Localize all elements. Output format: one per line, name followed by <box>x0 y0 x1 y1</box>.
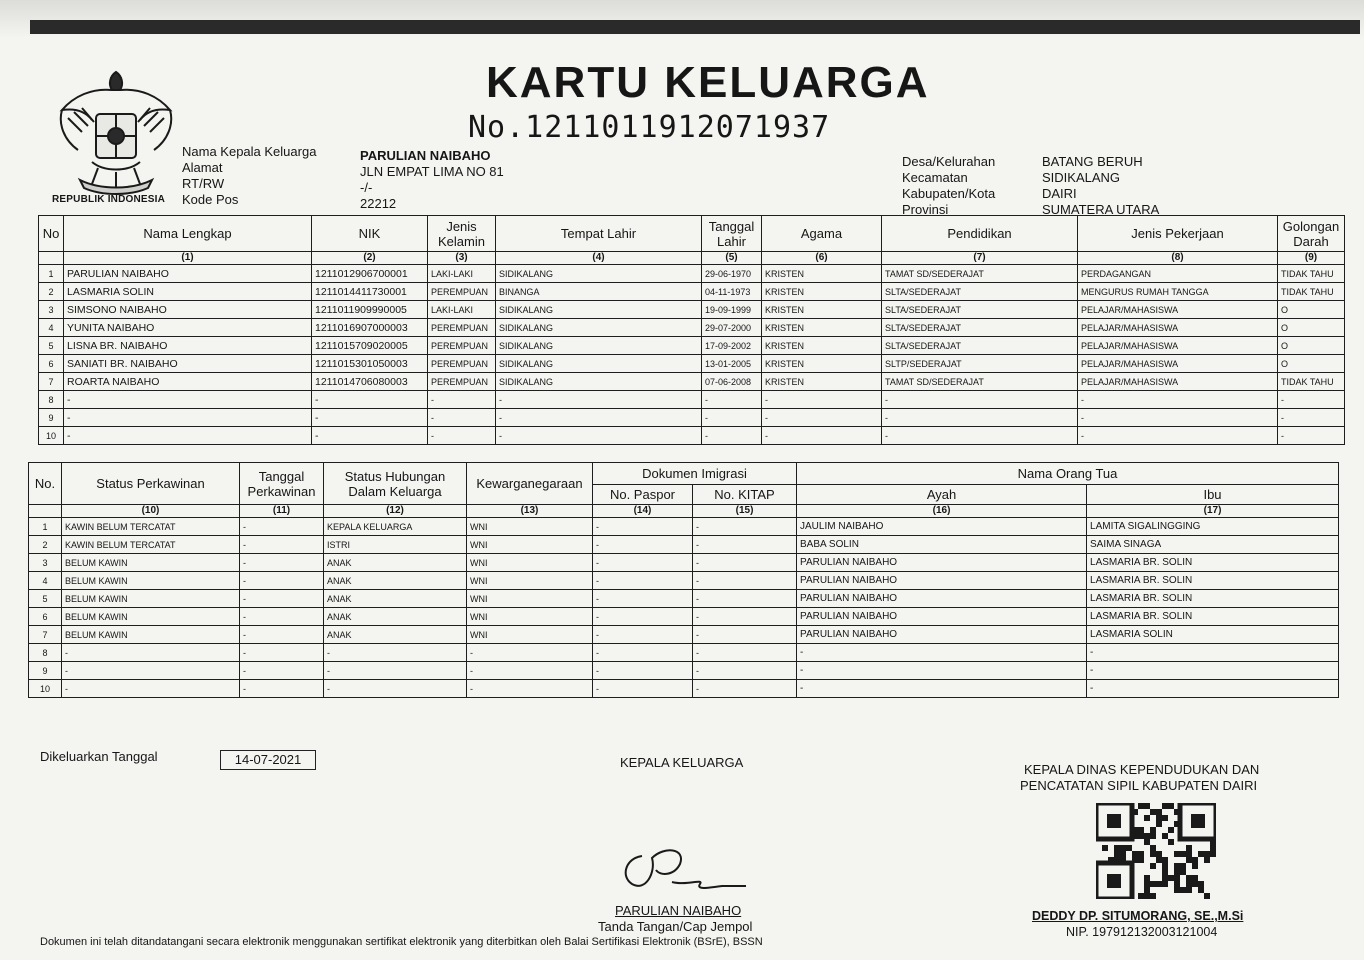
table-row <box>29 572 1339 590</box>
issued-date: 14-07-2021 <box>220 750 316 770</box>
table-cell: WNI <box>467 590 593 608</box>
table-row <box>29 590 1339 608</box>
table-cell: - <box>593 662 693 680</box>
table1-header-cell: Nama Lengkap <box>64 216 312 252</box>
table-cell: - <box>762 391 882 409</box>
table1-body <box>39 265 1345 445</box>
table-cell: PELAJAR/MAHASISWA <box>1078 373 1278 391</box>
table-cell: - <box>693 572 797 590</box>
table-cell: SLTA/SEDERAJAT <box>882 283 1078 301</box>
table2-column-number: (17) <box>1087 505 1339 518</box>
table-cell: - <box>1087 680 1339 698</box>
table1-header-cell: Jenis Pekerjaan <box>1078 216 1278 252</box>
table-cell: ROARTA NAIBAHO <box>64 373 312 391</box>
row-number-cell: 9 <box>29 662 62 680</box>
emblem-label: REPUBLIK INDONESIA <box>52 194 166 205</box>
table-cell: BELUM KAWIN <box>62 554 240 572</box>
electronic-signature-disclaimer: Dokumen ini telah ditandatangani secara elektronik menggunakan sertifikat elektronik yang diterbitkan oleh Balai Sertifikasi Elektronik (BSrE), BSSN <box>40 936 763 948</box>
table-row <box>39 373 1345 391</box>
document-number: No.1211011912071937 <box>468 110 831 145</box>
table2-column-number: (10) <box>62 505 240 518</box>
table-row <box>29 680 1339 698</box>
table-cell: PELAJAR/MAHASISWA <box>1078 337 1278 355</box>
table-cell: TIDAK TAHU <box>1278 265 1345 283</box>
table-cell: PEREMPUAN <box>428 373 496 391</box>
table-cell: SLTA/SEDERAJAT <box>882 337 1078 355</box>
table-cell: - <box>1278 391 1345 409</box>
table-cell: LASMARIA SOLIN <box>1087 626 1339 644</box>
table-cell: - <box>496 409 702 427</box>
table-cell: - <box>762 427 882 445</box>
table-cell: PARULIAN NAIBAHO <box>797 626 1087 644</box>
th-ayah: Ayah <box>797 485 1087 505</box>
header-label: Kabupaten/Kota <box>902 186 996 201</box>
table-cell: - <box>1278 427 1345 445</box>
table-cell: O <box>1278 301 1345 319</box>
table-row <box>39 301 1345 319</box>
issued-label: Dikeluarkan Tanggal <box>40 749 158 764</box>
table-cell: ANAK <box>324 572 467 590</box>
th-no: No. <box>29 463 62 505</box>
header-label: Provinsi <box>902 202 949 217</box>
table-cell: - <box>64 427 312 445</box>
table-cell: - <box>762 409 882 427</box>
table-cell: LAKI-LAKI <box>428 265 496 283</box>
th-kewarganegaraan: Kewarganegaraan <box>467 463 593 505</box>
table-cell: PEREMPUAN <box>428 355 496 373</box>
table-row <box>29 518 1339 536</box>
table-row <box>29 608 1339 626</box>
village-value: BATANG BERUH <box>1042 154 1143 169</box>
table-cell: - <box>593 626 693 644</box>
table-cell: KAWIN BELUM TERCATAT <box>62 518 240 536</box>
table-cell: - <box>702 391 762 409</box>
official-title-line-2: PENCATATAN SIPIL KABUPATEN DAIRI <box>1020 778 1258 793</box>
table-cell: - <box>324 662 467 680</box>
table-cell: - <box>428 427 496 445</box>
table-cell: - <box>467 680 593 698</box>
table-cell: ANAK <box>324 608 467 626</box>
table-cell: PERDAGANGAN <box>1078 265 1278 283</box>
table2-header-row-1 <box>29 463 1339 485</box>
postal-code-value: 22212 <box>360 196 397 211</box>
header-label: Desa/Kelurahan <box>902 154 996 169</box>
table-cell: SIDIKALANG <box>496 337 702 355</box>
th-tanggal-perkawinan: Tanggal Perkawinan <box>240 463 324 505</box>
signature-caption: Tanda Tangan/Cap Jempol <box>598 919 753 934</box>
table-cell: KRISTEN <box>762 373 882 391</box>
row-number-cell: 5 <box>29 590 62 608</box>
table-cell: - <box>62 662 240 680</box>
table-cell: KRISTEN <box>762 319 882 337</box>
table-row <box>29 626 1339 644</box>
table-cell: - <box>797 644 1087 662</box>
table-cell: SIDIKALANG <box>496 373 702 391</box>
table-cell: WNI <box>467 626 593 644</box>
table-cell: KRISTEN <box>762 337 882 355</box>
table-cell: PARULIAN NAIBAHO <box>797 590 1087 608</box>
table-cell: - <box>693 662 797 680</box>
table-cell: LISNA BR. NAIBAHO <box>64 337 312 355</box>
signature-icon <box>612 836 752 900</box>
table-cell: - <box>702 427 762 445</box>
table-cell: BABA SOLIN <box>797 536 1087 554</box>
row-number-cell: 2 <box>29 536 62 554</box>
table1-column-number: (7) <box>882 252 1078 265</box>
table-cell: - <box>496 391 702 409</box>
table-cell: - <box>496 427 702 445</box>
table-cell: - <box>64 409 312 427</box>
table-cell: 1211015301050003 <box>312 355 428 373</box>
table-cell: - <box>693 680 797 698</box>
table1-header-cell: Agama <box>762 216 882 252</box>
table-cell: - <box>797 680 1087 698</box>
table-cell: - <box>428 391 496 409</box>
row-number-cell: 7 <box>39 373 64 391</box>
table-cell: - <box>693 608 797 626</box>
table-cell: O <box>1278 355 1345 373</box>
table-cell: SIDIKALANG <box>496 301 702 319</box>
th-status-perkawinan: Status Perkawinan <box>62 463 240 505</box>
table-cell: O <box>1278 319 1345 337</box>
table-cell: LAKI-LAKI <box>428 301 496 319</box>
table-cell: BELUM KAWIN <box>62 608 240 626</box>
header-label: Nama Kepala Keluarga <box>182 144 317 159</box>
table1-number-row <box>39 252 1345 265</box>
table-cell: O <box>1278 337 1345 355</box>
th-status-hubungan: Status Hubungan Dalam Keluarga <box>324 463 467 505</box>
table-cell: 1211012906700001 <box>312 265 428 283</box>
table-cell: 1211011909990005 <box>312 301 428 319</box>
table-cell: SIDIKALANG <box>496 319 702 337</box>
table-cell: WNI <box>467 518 593 536</box>
table-cell: LASMARIA SOLIN <box>64 283 312 301</box>
table-cell: - <box>797 662 1087 680</box>
table-row <box>39 319 1345 337</box>
table1-header-cell: Golongan Darah <box>1278 216 1345 252</box>
table-cell: KRISTEN <box>762 283 882 301</box>
table1-header-cell: NIK <box>312 216 428 252</box>
table-cell: 29-07-2000 <box>702 319 762 337</box>
table1-column-number: (9) <box>1278 252 1345 265</box>
table1-column-number: (8) <box>1078 252 1278 265</box>
table-cell: - <box>1087 662 1339 680</box>
table1-header-cell: Tanggal Lahir <box>702 216 762 252</box>
table-cell: - <box>693 518 797 536</box>
table-cell: - <box>240 554 324 572</box>
table-cell: - <box>240 680 324 698</box>
header-label: Kode Pos <box>182 192 239 207</box>
official-name: DEDDY DP. SITUMORANG, SE.,M.Si <box>1032 909 1244 923</box>
table-cell: - <box>1278 409 1345 427</box>
qr-code-icon <box>1096 803 1216 899</box>
family-members-table <box>38 215 1345 445</box>
table-cell: WNI <box>467 608 593 626</box>
table-cell: - <box>64 391 312 409</box>
table-cell: KRISTEN <box>762 355 882 373</box>
table2-column-number: (13) <box>467 505 593 518</box>
th-no-paspor: No. Paspor <box>593 485 693 505</box>
table-cell: - <box>240 572 324 590</box>
row-number-cell: 2 <box>39 283 64 301</box>
table-cell: BINANGA <box>496 283 702 301</box>
table-cell: - <box>240 626 324 644</box>
table-cell: - <box>467 644 593 662</box>
head-of-family-value: PARULIAN NAIBAHO <box>360 148 491 163</box>
table-cell: LASMARIA BR. SOLIN <box>1087 554 1339 572</box>
top-border-bar <box>30 20 1360 34</box>
table-cell: - <box>882 409 1078 427</box>
family-status-table <box>28 462 1339 698</box>
table-cell: 19-09-1999 <box>702 301 762 319</box>
table-cell: PARULIAN NAIBAHO <box>797 554 1087 572</box>
table1-column-number: (3) <box>428 252 496 265</box>
table-row <box>39 391 1345 409</box>
table1-column-number: (1) <box>64 252 312 265</box>
table-cell: ANAK <box>324 590 467 608</box>
table-row <box>29 536 1339 554</box>
table-cell: - <box>1078 427 1278 445</box>
header-label: RT/RW <box>182 176 225 191</box>
table-row <box>39 265 1345 283</box>
table2-column-number: (15) <box>693 505 797 518</box>
table-cell: LAMITA SIGALINGGING <box>1087 518 1339 536</box>
table-cell: - <box>324 680 467 698</box>
official-title-line-1: KEPALA DINAS KEPENDUDUKAN DAN <box>1024 762 1260 777</box>
table-cell: TIDAK TAHU <box>1278 283 1345 301</box>
table-cell: 1211015709020005 <box>312 337 428 355</box>
row-number-cell: 8 <box>29 644 62 662</box>
table-cell: - <box>593 554 693 572</box>
table-cell: PEREMPUAN <box>428 283 496 301</box>
table-cell: SLTA/SEDERAJAT <box>882 319 1078 337</box>
table-cell: - <box>62 680 240 698</box>
table-cell: 1211016907000003 <box>312 319 428 337</box>
table2-body <box>29 518 1339 698</box>
row-number-cell: 5 <box>39 337 64 355</box>
table-cell: - <box>240 644 324 662</box>
table-cell: TIDAK TAHU <box>1278 373 1345 391</box>
table-cell: 1211014706080003 <box>312 373 428 391</box>
table-cell: - <box>693 590 797 608</box>
table-cell: - <box>593 572 693 590</box>
table-cell: - <box>882 427 1078 445</box>
document-title: KARTU KELUARGA <box>486 58 930 107</box>
table1-column-number: (6) <box>762 252 882 265</box>
table-row <box>39 355 1345 373</box>
table-cell: 17-09-2002 <box>702 337 762 355</box>
table-cell: - <box>240 608 324 626</box>
table-row <box>39 337 1345 355</box>
table1-header-row <box>39 216 1345 252</box>
table-cell: WNI <box>467 554 593 572</box>
table-cell: - <box>593 644 693 662</box>
table-cell: - <box>467 662 593 680</box>
table2-column-number <box>29 505 62 518</box>
table1-column-number: (2) <box>312 252 428 265</box>
table-cell: ISTRI <box>324 536 467 554</box>
table-cell: KEPALA KELUARGA <box>324 518 467 536</box>
table-cell: - <box>240 590 324 608</box>
table-cell: - <box>428 409 496 427</box>
row-number-cell: 3 <box>39 301 64 319</box>
row-number-cell: 6 <box>29 608 62 626</box>
table2-column-number: (16) <box>797 505 1087 518</box>
table-cell: 13-01-2005 <box>702 355 762 373</box>
row-number-cell: 10 <box>29 680 62 698</box>
row-number-cell: 4 <box>39 319 64 337</box>
table-cell: ANAK <box>324 554 467 572</box>
row-number-cell: 1 <box>29 518 62 536</box>
table-cell: KAWIN BELUM TERCATAT <box>62 536 240 554</box>
table-cell: BELUM KAWIN <box>62 626 240 644</box>
table-cell: - <box>312 391 428 409</box>
table-cell: PARULIAN NAIBAHO <box>797 572 1087 590</box>
th-ibu: Ibu <box>1087 485 1339 505</box>
table-cell: - <box>693 626 797 644</box>
table-cell: 1211014411730001 <box>312 283 428 301</box>
table-cell: - <box>693 644 797 662</box>
table-cell: - <box>593 536 693 554</box>
table-row <box>29 554 1339 572</box>
table1-column-number <box>39 252 64 265</box>
row-number-cell: 6 <box>39 355 64 373</box>
province-value: SUMATERA UTARA <box>1042 202 1160 217</box>
table-cell: SIDIKALANG <box>496 265 702 283</box>
table-cell: LASMARIA BR. SOLIN <box>1087 572 1339 590</box>
table-cell: - <box>240 518 324 536</box>
table-cell: - <box>1078 391 1278 409</box>
table-cell: LASMARIA BR. SOLIN <box>1087 590 1339 608</box>
table-cell: LASMARIA BR. SOLIN <box>1087 608 1339 626</box>
table2-column-number: (14) <box>593 505 693 518</box>
table2-number-row <box>29 505 1339 518</box>
table-cell: SIMSONO NAIBAHO <box>64 301 312 319</box>
table1-header-cell: Tempat Lahir <box>496 216 702 252</box>
table-cell: - <box>593 680 693 698</box>
table-cell: - <box>62 644 240 662</box>
table-cell: - <box>324 644 467 662</box>
table-cell: PEREMPUAN <box>428 319 496 337</box>
table-cell: - <box>312 427 428 445</box>
table-cell: - <box>312 409 428 427</box>
table-cell: - <box>240 536 324 554</box>
header-right-labels <box>902 154 995 218</box>
regency-value: DAIRI <box>1042 186 1077 201</box>
table1-header-cell: No <box>39 216 64 252</box>
table-cell: PARULIAN NAIBAHO <box>64 265 312 283</box>
table-cell: PELAJAR/MAHASISWA <box>1078 319 1278 337</box>
table-cell: KRISTEN <box>762 265 882 283</box>
table-cell: - <box>1078 409 1278 427</box>
table-cell: - <box>882 391 1078 409</box>
table-cell: 07-06-2008 <box>702 373 762 391</box>
header-left-values <box>360 148 504 212</box>
row-number-cell: 3 <box>29 554 62 572</box>
rt-rw-value: -/- <box>360 180 373 195</box>
table-cell: - <box>693 536 797 554</box>
header-right-values <box>1042 154 1159 218</box>
table1-column-number: (4) <box>496 252 702 265</box>
th-nama-orang-tua: Nama Orang Tua <box>797 463 1339 485</box>
table-cell: PARULIAN NAIBAHO <box>797 608 1087 626</box>
row-number-cell: 8 <box>39 391 64 409</box>
table-cell: - <box>1087 644 1339 662</box>
table-cell: WNI <box>467 572 593 590</box>
th-no-kitap: No. KITAP <box>693 485 797 505</box>
header-label: Alamat <box>182 160 223 175</box>
row-number-cell: 1 <box>39 265 64 283</box>
table-cell: ANAK <box>324 626 467 644</box>
table-row <box>39 283 1345 301</box>
district-value: SIDIKALANG <box>1042 170 1121 185</box>
row-number-cell: 7 <box>29 626 62 644</box>
table-cell: BELUM KAWIN <box>62 572 240 590</box>
table-cell: JAULIM NAIBAHO <box>797 518 1087 536</box>
table-cell: - <box>702 409 762 427</box>
table1-header-cell: Pendidikan <box>882 216 1078 252</box>
table-cell: - <box>593 590 693 608</box>
header-left-labels <box>182 144 316 208</box>
table-cell: KRISTEN <box>762 301 882 319</box>
table-cell: TAMAT SD/SEDERAJAT <box>882 373 1078 391</box>
table-row <box>29 662 1339 680</box>
table-cell: SLTA/SEDERAJAT <box>882 301 1078 319</box>
table-cell: BELUM KAWIN <box>62 590 240 608</box>
row-number-cell: 4 <box>29 572 62 590</box>
table1-column-number: (5) <box>702 252 762 265</box>
table-row <box>39 409 1345 427</box>
address-value: JLN EMPAT LIMA NO 81 <box>360 164 504 179</box>
table-cell: - <box>593 518 693 536</box>
garuda-emblem-icon <box>52 62 180 202</box>
table-cell: SANIATI BR. NAIBAHO <box>64 355 312 373</box>
head-of-family-name: PARULIAN NAIBAHO <box>615 903 742 918</box>
table-cell: - <box>593 608 693 626</box>
table-cell: PELAJAR/MAHASISWA <box>1078 355 1278 373</box>
table-cell: YUNITA NAIBAHO <box>64 319 312 337</box>
table-row <box>29 644 1339 662</box>
table-cell: TAMAT SD/SEDERAJAT <box>882 265 1078 283</box>
table-cell: WNI <box>467 536 593 554</box>
table1-header-cell: Jenis Kelamin <box>428 216 496 252</box>
row-number-cell: 10 <box>39 427 64 445</box>
table-cell: PELAJAR/MAHASISWA <box>1078 301 1278 319</box>
table2-column-number: (11) <box>240 505 324 518</box>
official-nip: NIP. 197912132003121004 <box>1066 925 1218 939</box>
table2-column-number: (12) <box>324 505 467 518</box>
table-cell: 04-11-1973 <box>702 283 762 301</box>
header-label: Kecamatan <box>902 170 968 185</box>
row-number-cell: 9 <box>39 409 64 427</box>
table-cell: SIDIKALANG <box>496 355 702 373</box>
table-row <box>39 427 1345 445</box>
table-cell: MENGURUS RUMAH TANGGA <box>1078 283 1278 301</box>
table-cell: SAIMA SINAGA <box>1087 536 1339 554</box>
table-cell: 29-06-1970 <box>702 265 762 283</box>
head-of-family-title: KEPALA KELUARGA <box>620 755 744 770</box>
table-cell: - <box>693 554 797 572</box>
table-cell: SLTP/SEDERAJAT <box>882 355 1078 373</box>
table-cell: PEREMPUAN <box>428 337 496 355</box>
th-dokumen-imigrasi: Dokumen Imigrasi <box>593 463 797 485</box>
table-cell: - <box>240 662 324 680</box>
